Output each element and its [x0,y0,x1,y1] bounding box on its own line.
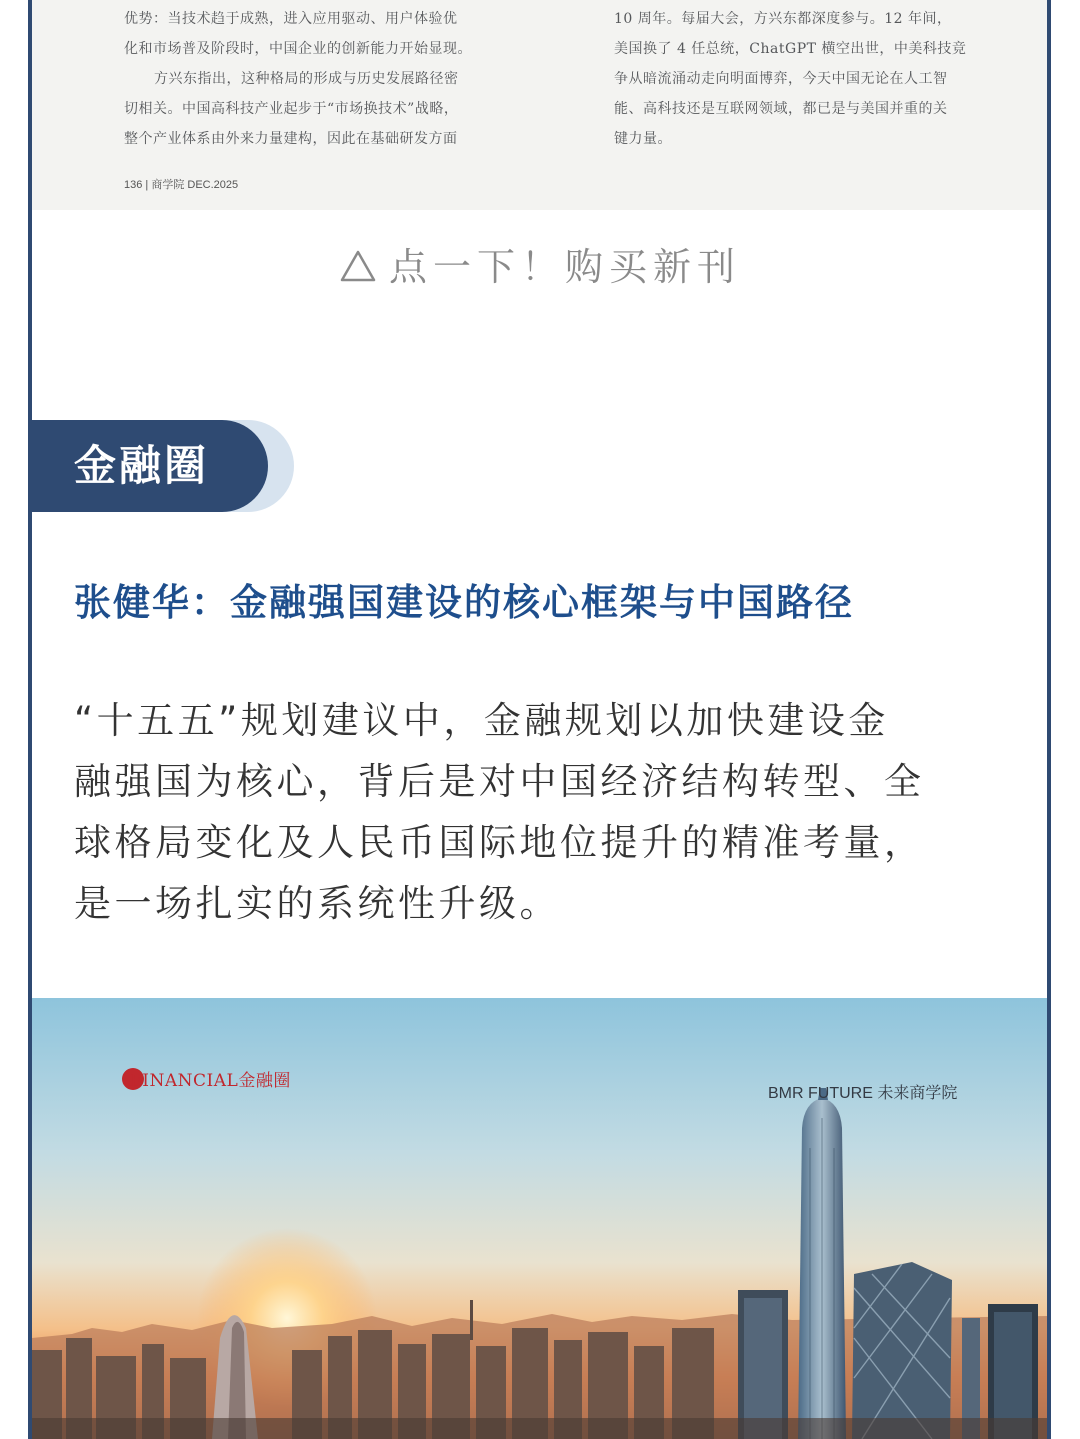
scan-line: 美国换了 4 任总统，ChatGPT 横空出世，中美科技竞 [614,41,967,57]
buy-new-issue-label: 点一下！购买新刊 [388,245,741,289]
bmr-future-logo: BMR FUTURE 未来商学院 [768,1085,958,1102]
scan-line: 争从暗流涌动走向明面博弈，今天中国无论在人工智 [614,71,948,87]
section-tag-label: 金融圈 [74,441,210,490]
scan-line: 优势：当技术趋于成熟，进入应用驱动、用户体验优 [124,11,458,27]
page-folio: 136 | 商学院 DEC.2025 [124,179,239,191]
scan-line: 切相关。中国高科技产业起步于“市场换技术”战略， [124,101,459,117]
scan-line: 10 周年。每届大会，方兴东都深度参与。12 年间， [614,11,952,27]
article-lede [74,690,1014,934]
buy-new-issue-link[interactable] [0,236,1080,292]
scan-line: 键力量。 [614,131,672,147]
article-headline[interactable]: 张健华：金融强国建设的核心框架与中国路径 [74,581,854,624]
financial-circle-logo: FINANCIAL金融圈 [122,1066,291,1091]
scan-line: 方兴东指出，这种格局的形成与历史发展路径密 [154,71,459,87]
lede-line: 球格局变化及人民币国际地位提升的精准考量， [74,821,925,864]
lede-line: 融强国为核心，背后是对中国经济结构转型、全 [74,760,925,803]
scan-column-right [614,4,974,154]
lede-line: 是一场扎实的系统性升级。 [74,882,560,925]
scan-line: 能、高科技还是互联网领域，都已是与美国并重的关 [614,101,948,117]
lede-line: “十五五”规划建议中，金融规划以加快建设金 [74,699,889,742]
cover-photo [32,998,1047,1439]
scan-column-left [124,4,484,154]
skyline-illustration [32,998,1047,1439]
section-tag [32,420,294,512]
scan-line: 化和市场普及阶段时，中国企业的创新能力开始显现。 [124,41,472,57]
magazine-scan [32,0,1047,210]
triangle-outline-icon [339,248,377,292]
scan-line: 整个产业体系由外来力量建构，因此在基础研发方面 [124,131,458,147]
